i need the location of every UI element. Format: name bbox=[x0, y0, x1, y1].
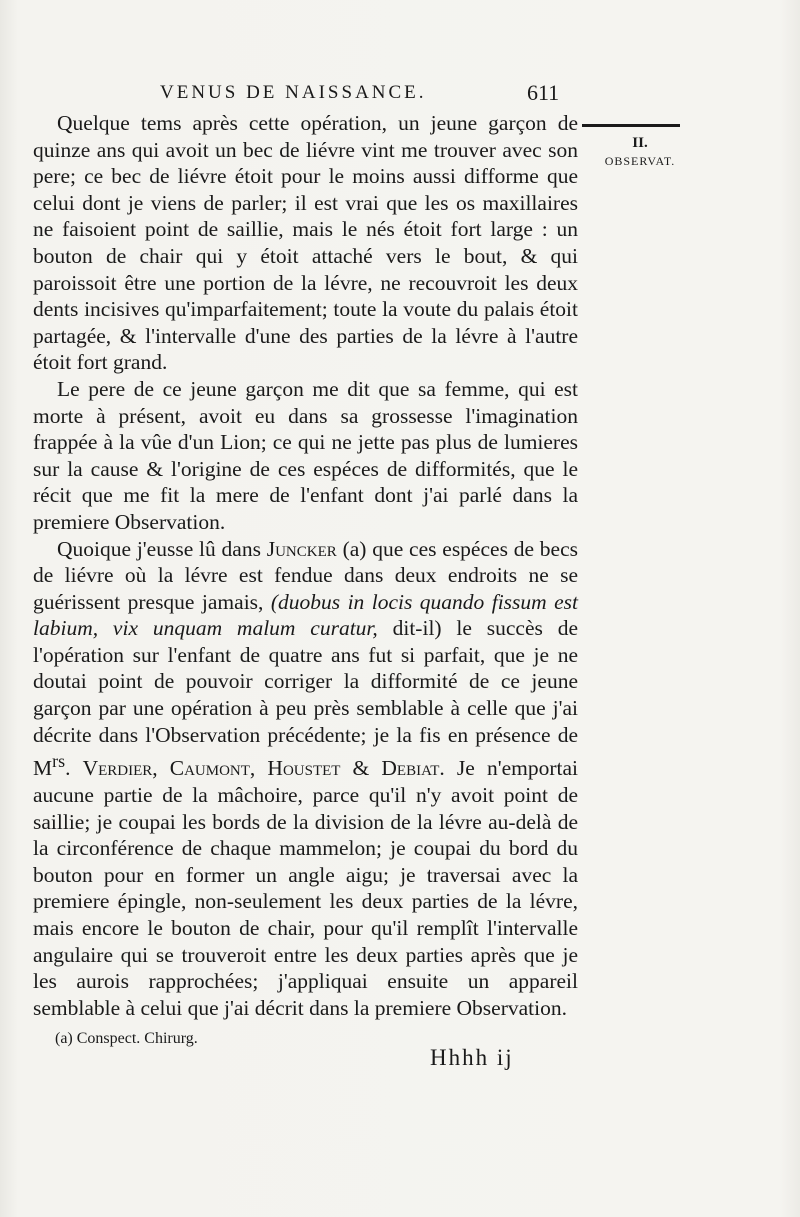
paragraph-3-part-d: . bbox=[65, 756, 83, 781]
paragraph-2: Le pere de ce jeune garçon me dit que sa femme, qui est morte à présent, avoit eu dans sa grossesse l'imagination frappée à la vûe d'un Lion; ce qui ne jette pas plus de lumieres sur la cause & l'origine de ces espéces de difformités, que le récit que me fit la mere de l'enfant dont j'ai parlé dans la premiere Observation. bbox=[33, 376, 578, 534]
paragraph-3 bbox=[33, 536, 578, 1022]
footnote: (a) Conspect. Chirurg. bbox=[55, 1030, 198, 1047]
running-title: VENUS DE NAISSANCE. bbox=[160, 82, 427, 103]
body-text bbox=[33, 110, 578, 1021]
margin-rule bbox=[582, 124, 680, 127]
paragraph-3-part-a: Quoique j'eusse lû dans bbox=[57, 536, 267, 561]
margin-note-label: OBSERVAT. bbox=[604, 154, 676, 168]
paragraph-3-part-c: dit-il) le succès de l'opération sur l'enfant de quatre ans fut si parfait, que je ne doutai point de pouvoir corriger la difformité de ce jeune garçon par une opération à peu près semblable à celle que j'ai décrite dans l'Observation précédente; je la fis en présence de M bbox=[33, 616, 578, 781]
paragraph-3-part-e: Je n'emportai aucune partie de la mâchoire, parce qu'il n'y avoit point de saillie; je coupai les bords de la division de la lévre au-delà de la circonférence de chaque mammelon; je coupai du bord du bouton pour en former un angle aigu; je traversai avec la premiere épingle, non-seulement les deux parties de la lévre, mais encore le bouton de chair, pour qu'il remplît l'intervalle angulaire qui se trouveroit entre les deux parties après que je les aurois rapprochées; j'appliquai ensuite un appareil semblable à celui que j'ai décrit dans la premiere Observation. bbox=[33, 756, 578, 1020]
paragraph-1: Quelque tems après cette opération, un jeune garçon de quinze ans qui avoit un bec de liévre vint me trouver avec son pere; ce bec de liévre étoit pour le moins aussi difforme que celui dont je viens de parler; il est vrai que les os maxillaires ne faisoient point de saillie, mais le nés étoit fort large : un bouton de chair qui y étoit attaché vers le bout, & qui paroissoit être une portion de la lévre, ne recouvroit les deux dents incisives qu'imparfaitement; toute la voute du palais étoit partagée, & l'intervalle d'une des parties de la lévre à l'autre étoit fort grand. bbox=[33, 111, 578, 375]
paragraph-3-part-b: (a) que ces espéces de becs de liévre où la lévre est fendue dans deux endroits ne se guérissent presque jamais, bbox=[33, 536, 578, 614]
margin-note-number: II. bbox=[632, 135, 648, 151]
witness-names: Verdier, Caumont, Houstet & Debiat. bbox=[82, 756, 445, 781]
page-number: 611 bbox=[527, 80, 560, 105]
signature-mark: Hhhh ij bbox=[430, 1045, 514, 1070]
messieurs-superscript: rs bbox=[52, 751, 66, 772]
author-juncker: Juncker bbox=[266, 536, 337, 561]
margin-note bbox=[590, 135, 690, 169]
latin-quote: (duobus in locis quando fissum est labium, vix unquam malum curatur, bbox=[33, 589, 578, 641]
